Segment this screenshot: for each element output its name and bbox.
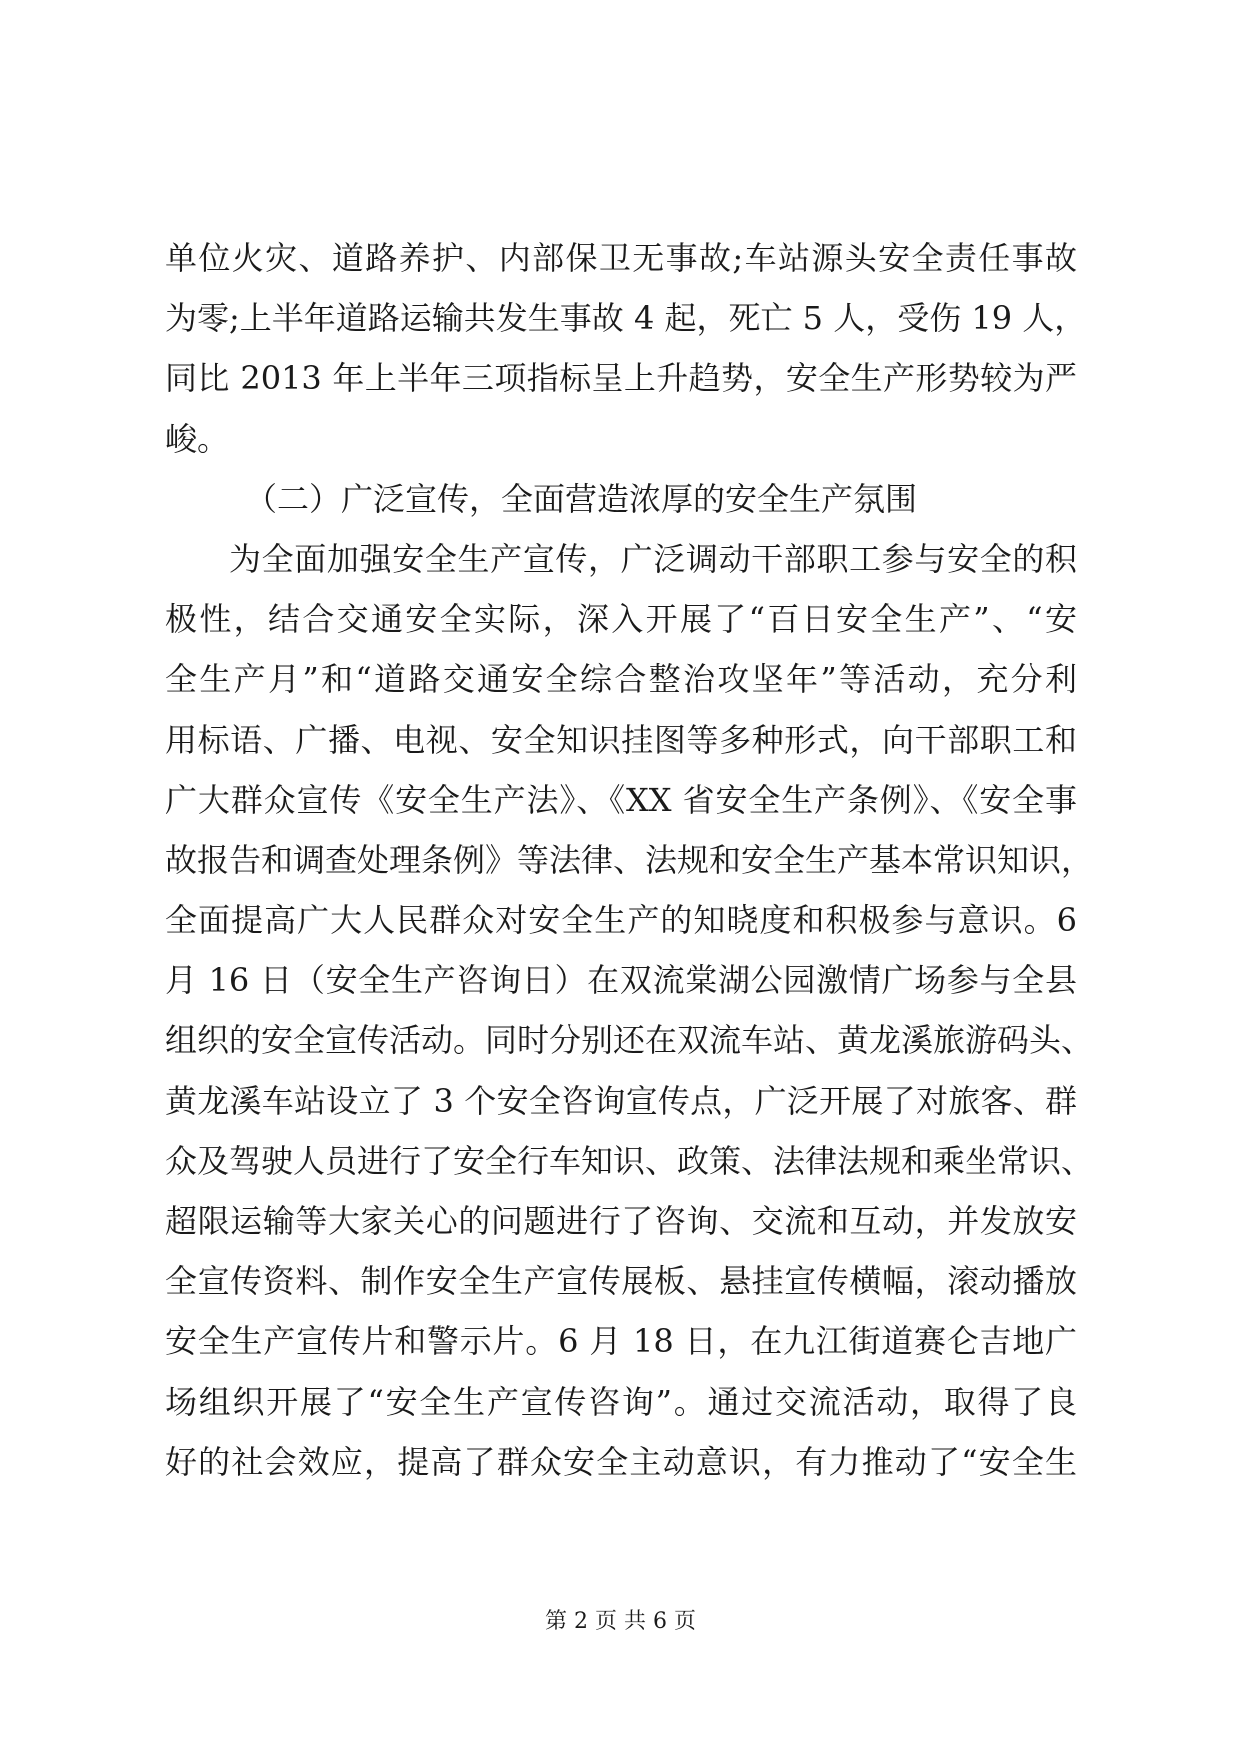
paragraph-line: 单位火灾、道路养护、内部保卫无事故;车站源头安全责任事故 xyxy=(165,239,1077,277)
section-heading: （二）广泛宣传，全面营造浓厚的安全生产氛围 xyxy=(245,479,918,518)
paragraph-line: 为全面加强安全生产宣传，广泛调动干部职工参与安全的积 xyxy=(229,539,1077,578)
paragraph-line: 峻。 xyxy=(165,419,230,458)
page-number-label: 第 2 页 共 6 页 xyxy=(545,1609,696,1634)
paragraph-line: 组织的安全宣传活动。同时分别还在双流车站、黄龙溪旅游码头、 xyxy=(165,1021,1094,1060)
paragraph-line: 黄龙溪车站设立了 3 个安全咨询宣传点，广泛开展了对旅客、群 xyxy=(165,1081,1077,1120)
paragraph-line: 全宣传资料、制作安全生产宣传展板、悬挂宣传横幅，滚动播放 xyxy=(165,1262,1077,1301)
paragraph-line: 众及驾驶人员进行了安全行车知识、政策、法律法规和乘坐常识、 xyxy=(165,1141,1094,1180)
paragraph-line: 极性，结合交通安全实际，深入开展了“百日安全生产”、“安 xyxy=(165,600,1077,639)
document-body xyxy=(165,228,1094,1492)
paragraph-line: 用标语、广播、电视、安全知识挂图等多种形式，向干部职工和 xyxy=(165,720,1077,759)
paragraph-line: 全面提高广大人民群众对安全生产的知晓度和积极参与意识。6 xyxy=(165,901,1077,940)
paragraph-line: 场组织开展了“安全生产宣传咨询”。通过交流活动，取得了良 xyxy=(165,1382,1077,1421)
paragraph-line: 月 16 日（安全生产咨询日）在双流棠湖公园激情广场参与全县 xyxy=(165,961,1077,1000)
paragraph-line: 为零;上半年道路运输共发生事故 4 起，死亡 5 人，受伤 19 人， xyxy=(165,299,1087,338)
paragraph-line: 超限运输等大家关心的问题进行了咨询、交流和互动，并发放安 xyxy=(165,1202,1077,1240)
paragraph-line: 安全生产宣传片和警示片。6 月 18 日，在九江街道赛仑吉地广 xyxy=(165,1322,1077,1361)
paragraph-line: 好的社会效应，提高了群众安全主动意识，有力推动了“安全生 xyxy=(165,1442,1077,1481)
page-footer xyxy=(0,1607,1241,1637)
paragraph-line: 全生产月”和“道路交通安全综合整治攻坚年”等活动，充分利 xyxy=(165,660,1077,699)
paragraph-line: 同比 2013 年上半年三项指标呈上升趋势，安全生产形势较为严 xyxy=(165,359,1077,398)
paragraph-line: 广大群众宣传《安全生产法》、《XX 省安全生产条例》、《安全事 xyxy=(165,780,1077,819)
paragraph-line: 故报告和调查处理条例》等法律、法规和安全生产基本常识知识， xyxy=(165,840,1094,879)
